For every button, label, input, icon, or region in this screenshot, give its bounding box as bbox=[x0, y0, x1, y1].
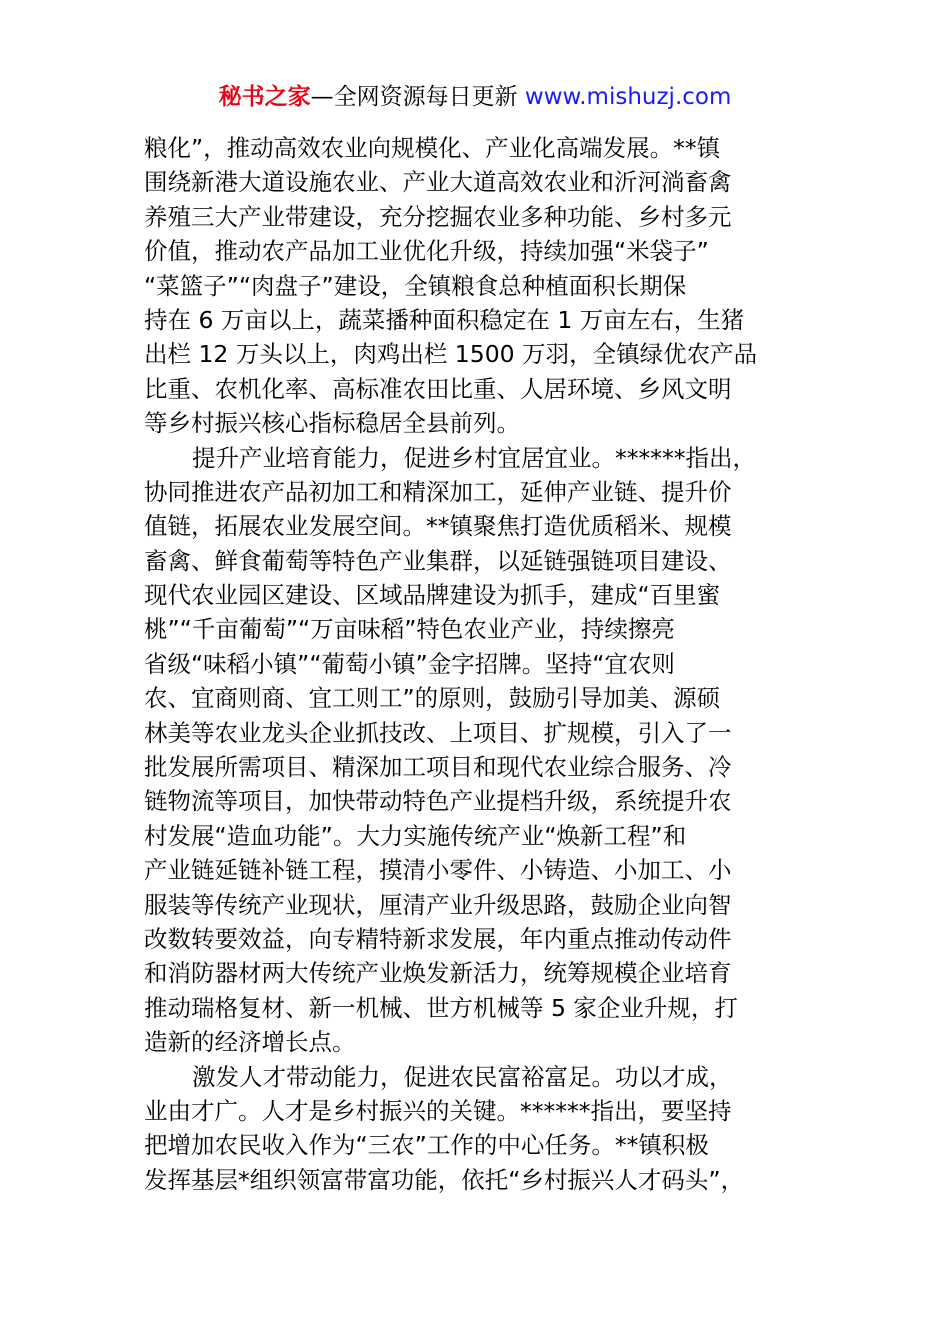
text-line: “菜篮子”“肉盘子”建设，全镇粮食总种植面积长期保 bbox=[144, 271, 687, 300]
text-line: 村发展“造血功能”。大力实施传统产业“焕新工程”和 bbox=[144, 821, 687, 850]
text-line: 产业链延链补链工程，摸清小零件、小铸造、小加工、小 bbox=[144, 856, 732, 885]
text-line: 畜禽、鲜食葡萄等特色产业集群，以延链强链项目建设、 bbox=[144, 546, 732, 575]
text-line: 和消防器材两大传统产业焕发新活力，统筹规模企业培育 bbox=[144, 959, 732, 988]
text-line: 协同推进农产品初加工和精深加工，延伸产业链、提升价 bbox=[144, 477, 732, 506]
text-line: 围绕新港大道设施农业、产业大道高效农业和沂河淌畜禽 bbox=[144, 168, 732, 197]
header-tagline: —全网资源每日更新 bbox=[310, 84, 525, 110]
text-line: 链物流等项目，加快带动特色产业提档升级，系统提升农 bbox=[144, 787, 732, 816]
text-line: 出栏 12 万头以上，肉鸡出栏 1500 万羽，全镇绿优农产品 bbox=[144, 340, 758, 369]
site-header bbox=[0, 80, 950, 114]
brand-name: 秘书之家 bbox=[218, 84, 311, 110]
text-line: 把增加农民收入作为“三农”工作的中心任务。**镇积极 bbox=[144, 1131, 709, 1160]
text-line: 业由才广。人才是乡村振兴的关键。******指出，要坚持 bbox=[144, 1096, 732, 1125]
text-line: 服装等传统产业现状，厘清产业升级思路，鼓励企业向智 bbox=[144, 890, 732, 919]
text-line: 批发展所需项目、精深加工项目和现代农业综合服务、冷 bbox=[144, 753, 732, 782]
text-line: 改数转要效益，向专精特新求发展，年内重点推动传动件 bbox=[144, 924, 732, 953]
document-body bbox=[144, 131, 834, 1197]
text-line: 发挥基层*组织领富带富功能，依托“乡村振兴人才码头”， bbox=[144, 1165, 745, 1194]
paragraph-start-line: 激发人才带动能力，促进农民富裕富足。功以才成， bbox=[192, 1062, 733, 1091]
text-line: 造新的经济增长点。 bbox=[144, 1028, 356, 1057]
text-line: 养殖三大产业带建设，充分挖掘农业多种功能、乡村多元 bbox=[144, 202, 732, 231]
text-line: 推动瑞格复材、新一机械、世方机械等 5 家企业升规，打 bbox=[144, 993, 738, 1022]
text-line: 持在 6 万亩以上，蔬菜播种面积稳定在 1 万亩左右，生猪 bbox=[144, 305, 745, 334]
text-line: 省级“味稻小镇”“葡萄小镇”金字招牌。坚持“宜农则 bbox=[144, 649, 675, 678]
text-line: 价值，推动农产品加工业优化升级，持续加强“米袋子” bbox=[144, 237, 709, 266]
site-url-link[interactable]: www.mishuzj.com bbox=[524, 84, 732, 110]
text-line: 林美等农业龙头企业抓技改、上项目、扩规模，引入了一 bbox=[144, 718, 732, 747]
text-line: 粮化”，推动高效农业向规模化、产业化高端发展。**镇 bbox=[144, 134, 721, 162]
text-line: 现代农业园区建设、区域品牌建设为抓手，建成“百里蜜 bbox=[144, 581, 721, 610]
text-line: 等乡村振兴核心指标稳居全县前列。 bbox=[144, 409, 520, 438]
text-line: 值链，拓展农业发展空间。**镇聚焦打造优质稻米、规模 bbox=[144, 512, 732, 541]
text-line: 农、宜商则商、宜工则工”的原则，鼓励引导加美、源硕 bbox=[144, 684, 721, 713]
text-line: 桃”“千亩葡萄”“万亩味稻”特色农业产业，持续擦亮 bbox=[144, 615, 675, 644]
text-line: 比重、农机化率、高标准农田比重、人居环境、乡风文明 bbox=[144, 374, 732, 403]
paragraph-start-line: 提升产业培育能力，促进乡村宜居宜业。******指出， bbox=[192, 443, 756, 472]
